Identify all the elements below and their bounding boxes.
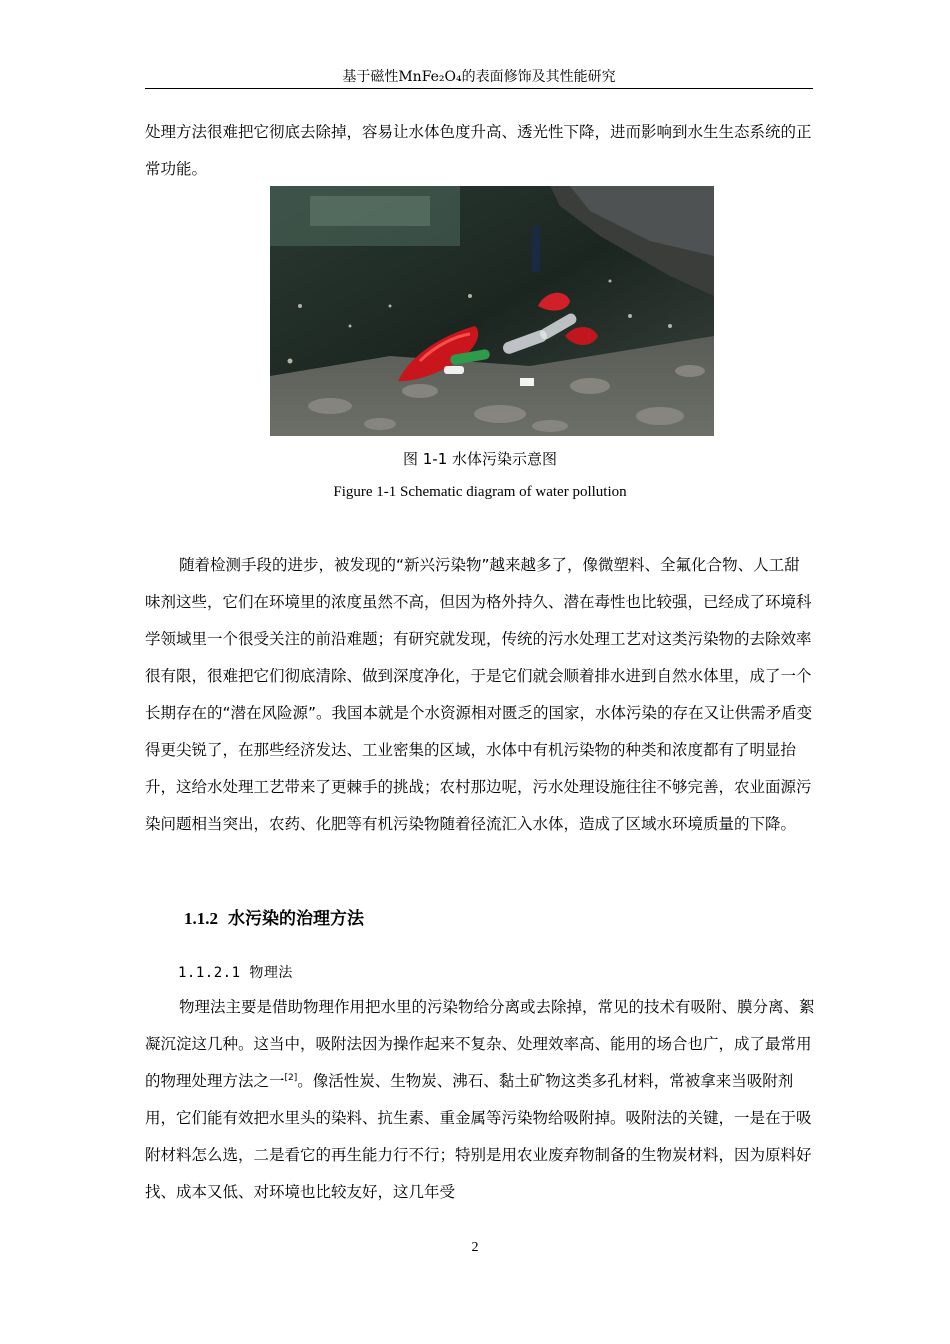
running-header: 基于磁性MnFe₂O₄的表面修饰及其性能研究 [342, 69, 616, 85]
citation-ref[interactable]: [2] [284, 1072, 298, 1083]
figure-caption-english: Figure 1-1 Schematic diagram of water pollution [333, 484, 627, 500]
paragraph-continued: 处理方法很难把它彻底去除掉，容易让水体色度升高、透光性下降，进而影响到水生生态系统的正常功能。 [145, 123, 812, 178]
page-number: 2 [471, 1240, 479, 1255]
water-pollution-photo [270, 186, 714, 436]
paragraph-emerging-pollutants: 随着检测手段的进步，被发现的“新兴污染物”越来越多了，像微塑料、全氟化合物、人工甜味剂这些，它们在环境里的浓度虽然不高，但因为格外持久、潜在毒性也比较强，已经成了环境科学领域里一个很受关注的前沿难题；有研究就发现，传统的污水处理工艺对这类污染物的去除效率很有限，很难把它们彻底清除、做到深度净化，于是它们就会顺着排水进到自然水体里，成了一个长期存在的“潜在风险源”。我国本就是个水资源相对匮乏的国家，水体污染的存在又让供需矛盾变得更尖锐了，在那些经济发达、工业密集的区域，水体中有机污染物的种类和浓度都有了明显抬升，这给水处理工艺带来了更棘手的挑战；农村那边呢，污水处理设施往往不够完善，农业面源污染问题相当突出，农药、化肥等有机污染物随着径流汇入水体，造成了区域水环境质量的下降。 [145, 556, 813, 833]
paragraph-text-part2: 。像活性炭、生物炭、沸石、黏土矿物这类多孔材料，常被拿来当吸附剂用，它们能有效把水里头的染料、抗生素、重金属等污染物给吸附掉。吸附法的关键，一是在于吸附材料怎么选，二是看它的再生能力行不行；特别是用农业废弃物制备的生物炭材料，因为原料好找、成本又低、对环境也比较友好，这几年受 [145, 1072, 812, 1201]
header-rule [145, 88, 813, 89]
subsection-heading-1-1-2-1: 1.1.2.1 物理法 [178, 965, 293, 981]
paragraph-physical-methods [145, 989, 815, 1211]
section-number: 1.1.2 [184, 909, 218, 928]
section-title: 水污染的治理方法 [228, 909, 364, 929]
paragraph-text-part1: 物理法主要是借助物理作用把水里的污染物给分离或去除掉，常见的技术有吸附、膜分离、絮凝沉淀这几种。这当中，吸附法因为操作起来不复杂、处理效率高、能用的场合也广，成了最常用的物理处理方法之一 [145, 998, 815, 1090]
figure-caption-chinese: 图 1-1 水体污染示意图 [402, 450, 558, 468]
section-heading-1-1-2 [184, 904, 364, 929]
